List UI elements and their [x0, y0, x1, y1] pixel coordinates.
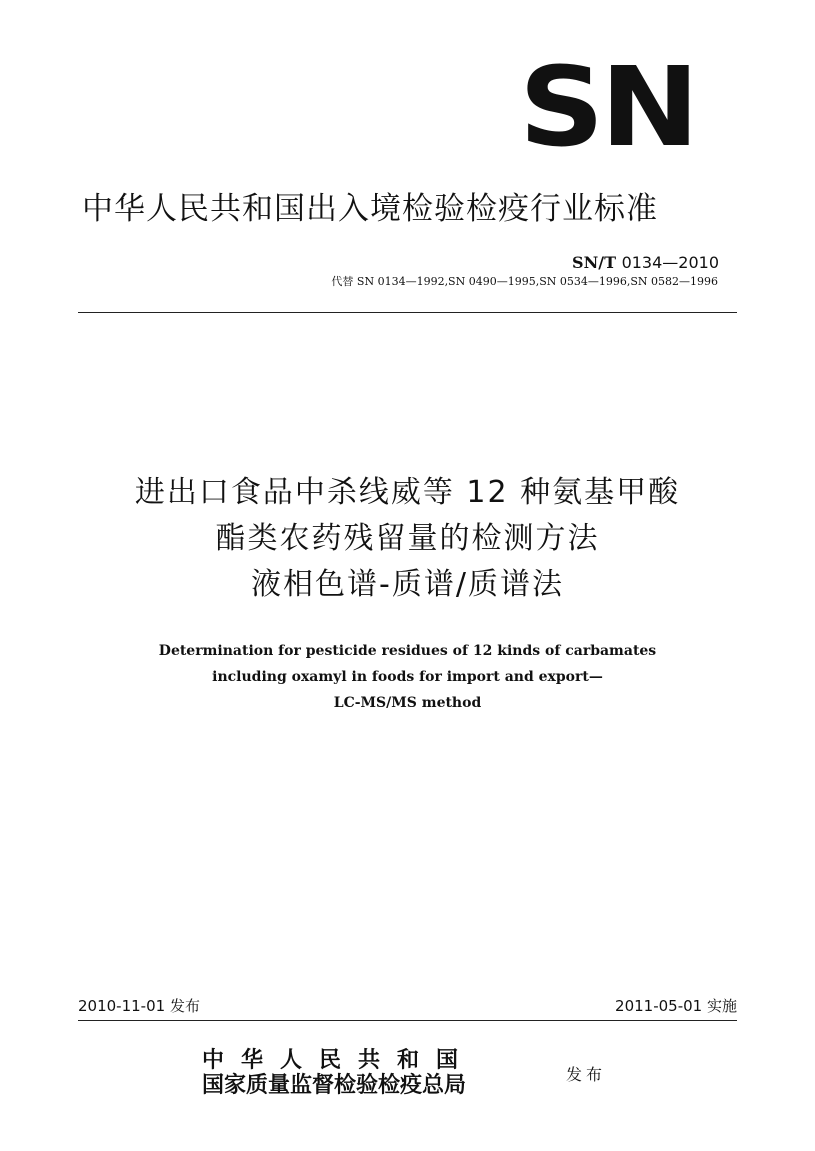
english-title-line: LC-MS/MS method	[333, 695, 482, 711]
top-divider	[78, 312, 737, 313]
chinese-title-line: 液相色谱-质谱/质谱法	[251, 567, 564, 602]
english-title	[0, 638, 815, 716]
chinese-title-line: 酯类农药残留量的检测方法	[215, 521, 600, 556]
bottom-divider	[78, 1020, 737, 1021]
issuer-line-2: 国家质量监督检验检疫总局	[202, 1072, 467, 1098]
issue-date: 2010-11-01 发布	[78, 997, 200, 1015]
chinese-title-line: 进出口食品中杀线威等 12 种氨基甲酸	[134, 475, 681, 510]
english-title-line: Determination for pesticide residues of 12 kinds of carbamates	[158, 643, 657, 659]
publish-label: 发布	[566, 1065, 607, 1084]
standard-code	[572, 253, 719, 272]
sn-logo: SN	[518, 43, 695, 171]
standard-category: 中华人民共和国出入境检验检疫行业标准	[82, 191, 658, 227]
issuer-line-1: 中华人民共和国	[202, 1047, 476, 1073]
replaces-note: 代替 SN 0134—1992,SN 0490—1995,SN 0534—1996,SN 0582—1996	[331, 275, 718, 288]
issuing-authority	[202, 1048, 475, 1098]
standard-code-prefix: SN/T	[572, 253, 616, 272]
english-title-line: including oxamyl in foods for import and export—	[212, 669, 603, 685]
chinese-title	[0, 470, 815, 608]
standard-code-number: 0134—2010	[621, 253, 719, 272]
implement-date: 2011-05-01 实施	[615, 997, 737, 1015]
